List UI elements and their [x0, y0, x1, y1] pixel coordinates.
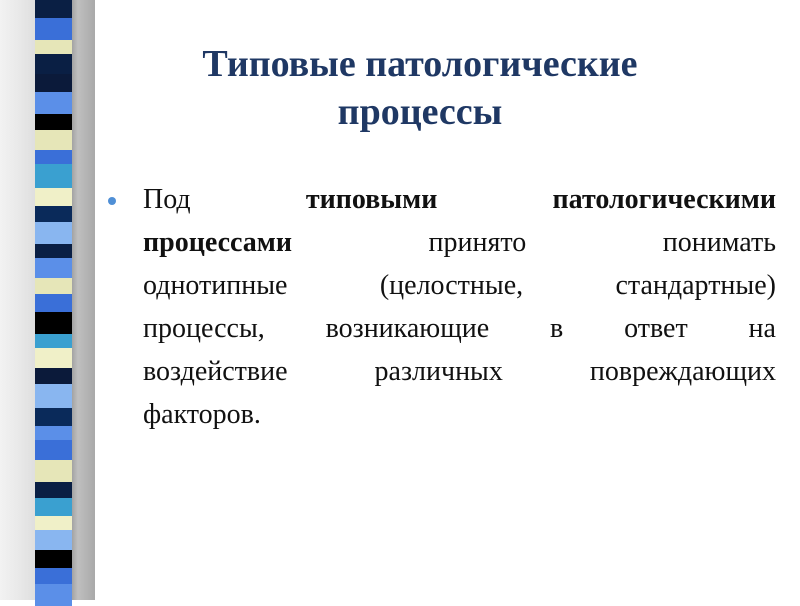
stripe-segment: [35, 222, 72, 244]
paragraph-line: [143, 264, 776, 307]
stripe-segment: [35, 550, 72, 568]
stripe-segment: [35, 130, 72, 150]
word: (целостные,: [379, 270, 524, 301]
stripe-segment: [35, 92, 72, 114]
word: возникающие: [325, 313, 490, 344]
bold-word: патологическими: [552, 184, 776, 215]
stripe-segment: [35, 384, 72, 408]
stripe-column: [35, 0, 72, 600]
stripe-segment: [35, 440, 72, 460]
decorative-stripe-panel: [0, 0, 95, 600]
word: понимать: [662, 227, 776, 258]
bold-word: процессами: [143, 227, 293, 258]
stripe-segment: [35, 294, 72, 312]
stripe-segment: [35, 150, 72, 164]
stripe-segment: [35, 516, 72, 530]
stripe-segment: [35, 408, 72, 426]
stripe-segment: [35, 74, 72, 92]
word: принято: [428, 227, 527, 258]
stripe-segment: [35, 584, 72, 606]
word: на: [748, 313, 776, 344]
word: в: [550, 313, 564, 344]
paragraph-line: [143, 350, 776, 393]
word: различных: [374, 356, 503, 387]
word: факторов.: [143, 399, 261, 430]
stripe-segment: [35, 40, 72, 54]
stripe-segment: [35, 244, 72, 258]
stripe-segment: [35, 18, 72, 40]
stripe-segment: [35, 278, 72, 294]
word: Под: [143, 184, 191, 215]
stripe-segment: [35, 188, 72, 206]
slide-title-line-1: Типовые патологические: [202, 43, 638, 85]
stripe-segment: [35, 498, 72, 516]
word: стандартные): [615, 270, 776, 301]
stripe-segment: [35, 568, 72, 584]
stripe-segment: [35, 164, 72, 188]
word: однотипные: [143, 270, 288, 301]
stripe-segment: [35, 426, 72, 440]
word: воздействие: [143, 356, 288, 387]
stripe-segment: [35, 258, 72, 278]
paragraph-line: [143, 178, 776, 221]
stripe-segment: [35, 114, 72, 130]
stripe-segment: [35, 206, 72, 222]
slide-title-line-2: процессы: [337, 91, 503, 133]
word: процессы,: [143, 313, 265, 344]
paragraph-line: [143, 221, 776, 264]
paragraph-line: [143, 393, 776, 436]
word: повреждающих: [589, 356, 776, 387]
stripe-segment: [35, 0, 72, 18]
word: ответ: [624, 313, 688, 344]
bold-word: типовыми: [305, 184, 438, 215]
bullet-paragraph: [143, 178, 776, 436]
stripe-segment: [35, 460, 72, 482]
stripe-segment: [35, 312, 72, 334]
slide-title: [110, 40, 730, 136]
stripe-segment: [35, 348, 72, 368]
stripe-segment: [35, 368, 72, 384]
paragraph-line: [143, 307, 776, 350]
stripe-segment: [35, 530, 72, 550]
stripe-segment: [35, 334, 72, 348]
stripe-segment: [35, 54, 72, 74]
bullet-dot-icon: [108, 197, 116, 205]
stripe-segment: [35, 482, 72, 498]
stripe-shadow: [72, 0, 78, 600]
